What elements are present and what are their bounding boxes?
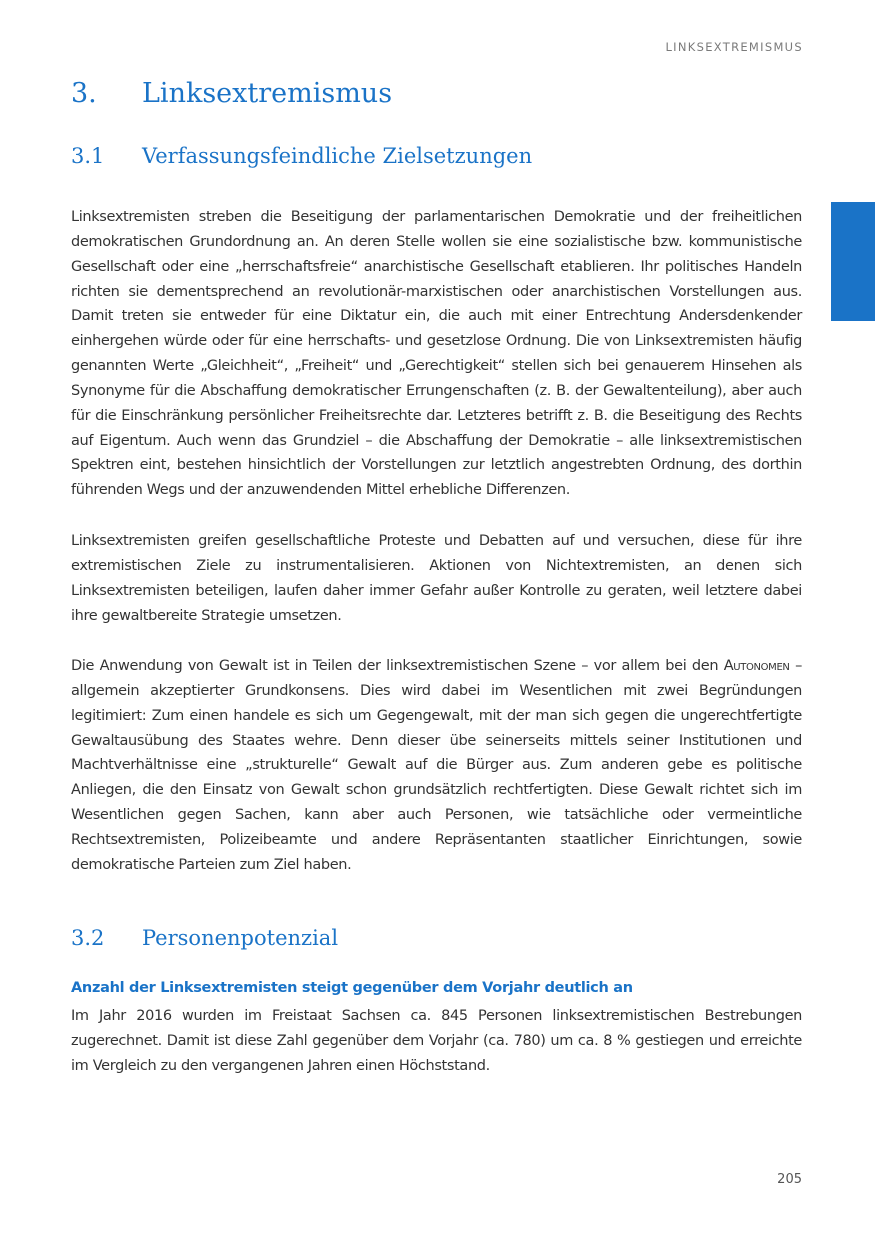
page-number: 205 xyxy=(777,1172,802,1187)
term-autonome: Autonomen xyxy=(723,658,790,674)
section-title: Personenpotenzial xyxy=(142,926,339,950)
chapter-heading xyxy=(71,78,392,109)
paragraph-violence xyxy=(71,654,802,878)
section-title: Verfassungsfeindliche Zielsetzungen xyxy=(142,144,533,168)
subheading: Anzahl der Linksextremisten steigt gegenüber dem Vorjahr deutlich an xyxy=(71,980,633,996)
section-heading-3-2 xyxy=(71,926,338,950)
chapter-title: Linksextremismus xyxy=(142,78,393,109)
running-head: LINKSEXTREMISMUS xyxy=(665,40,803,54)
section-number: 3.1 xyxy=(71,144,105,168)
chapter-thumb-tab xyxy=(831,202,875,321)
paragraph-person-count: Im Jahr 2016 wurden im Freistaat Sachsen ca. 845 Personen linksextremistischen Bestrebungen zugerechnet. Damit ist diese Zahl gegenüber dem Vorjahr (ca. 780) um ca. 8 % gestiegen und erreichte im Vergleich zu den vergangenen Jahren einen Höchststand. xyxy=(71,1008,802,1074)
section-number: 3.2 xyxy=(71,926,105,950)
paragraph-objectives: Linksextremisten streben die Beseitigung der parlamentarischen Demokratie und der freiheitlichen demokratischen Grundordnung an. An deren Stelle wollen sie eine sozialistische bzw. kommunistische Gesellschaft oder eine „herrschaftsfreie“ anarchistische Gesellschaft etablieren. Ihr politisches Handeln richten sie dementsprechend an revolutionär-marxistischen oder anarchistischen Vorstellungen aus. Damit treten sie entweder für eine Diktatur ein, die auch mit einer Entrechtung Andersdenkender einhergehen würde oder für eine herrschafts- und gesetzlose Ordnung. Die von Linksextremisten häufig genannten Werte „Gleichheit“, „Freiheit“ und „Gerechtigkeit“ stellen sich bei genauerem Hinsehen als Synonyme für die Abschaffung demokratischer Errungenschaften (z. B. der Gewaltenteilung), aber auch für die Einschränkung persönlicher Freiheitsrechte dar. Letzteres betrifft z. B. die Beseitigung des Rechts auf Eigentum. Auch wenn das Grundziel – die Abschaffung der Demokratie – alle linksextremistischen Spektren eint, bestehen hinsichtlich der Vorstellungen zur letztlich angestrebten Ordnung, des dorthin führenden Wegs und der anzuwendenden Mittel erhebliche Differenzen. xyxy=(71,209,802,499)
paragraph-instrumentalization: Linksextremisten greifen gesellschaftliche Proteste und Debatten auf und versuchen, diese für ihre extremistischen Ziele zu instrumentalisieren. Aktionen von Nichtextremisten, an denen sich Linksextremisten beteiligen, laufen daher immer Gefahr außer Kontrolle zu geraten, weil letztere dabei ihre gewaltbereite Strategie umsetzen. xyxy=(71,533,802,624)
section-heading-3-1 xyxy=(71,144,532,168)
chapter-number: 3. xyxy=(71,78,97,109)
paragraph-violence-text-end: – allgemein akzeptierter Grundkonsens. Dies wird dabei im Wesentlichen mit zwei Begründungen legitimiert: Zum einen handele es sich um Gegengewalt, mit der man sich gegen die ungerechtfertigte Gewaltausübung des Staates wehre. Denn dieser übe seinerseits mittels seiner Institutionen und Machtverhältnisse eine „strukturelle“ Gewalt auf die Bürger aus. Zum anderen gebe es politische Anliegen, die den Einsatz von Gewalt schon grundsätzlich rechtfertigten. Diese Gewalt richtet sich im Wesentlichen gegen Sachen, kann aber auch Personen, wie tatsächliche oder vermeintliche Rechtsextremisten, Polizeibeamte und andere Repräsentanten staatlicher Einrichtungen, sowie demokratische Parteien zum Ziel haben. xyxy=(71,658,802,873)
paragraph-violence-text-start: Die Anwendung von Gewalt ist in Teilen der linksextremistischen Szene – vor allem bei den xyxy=(71,658,724,674)
